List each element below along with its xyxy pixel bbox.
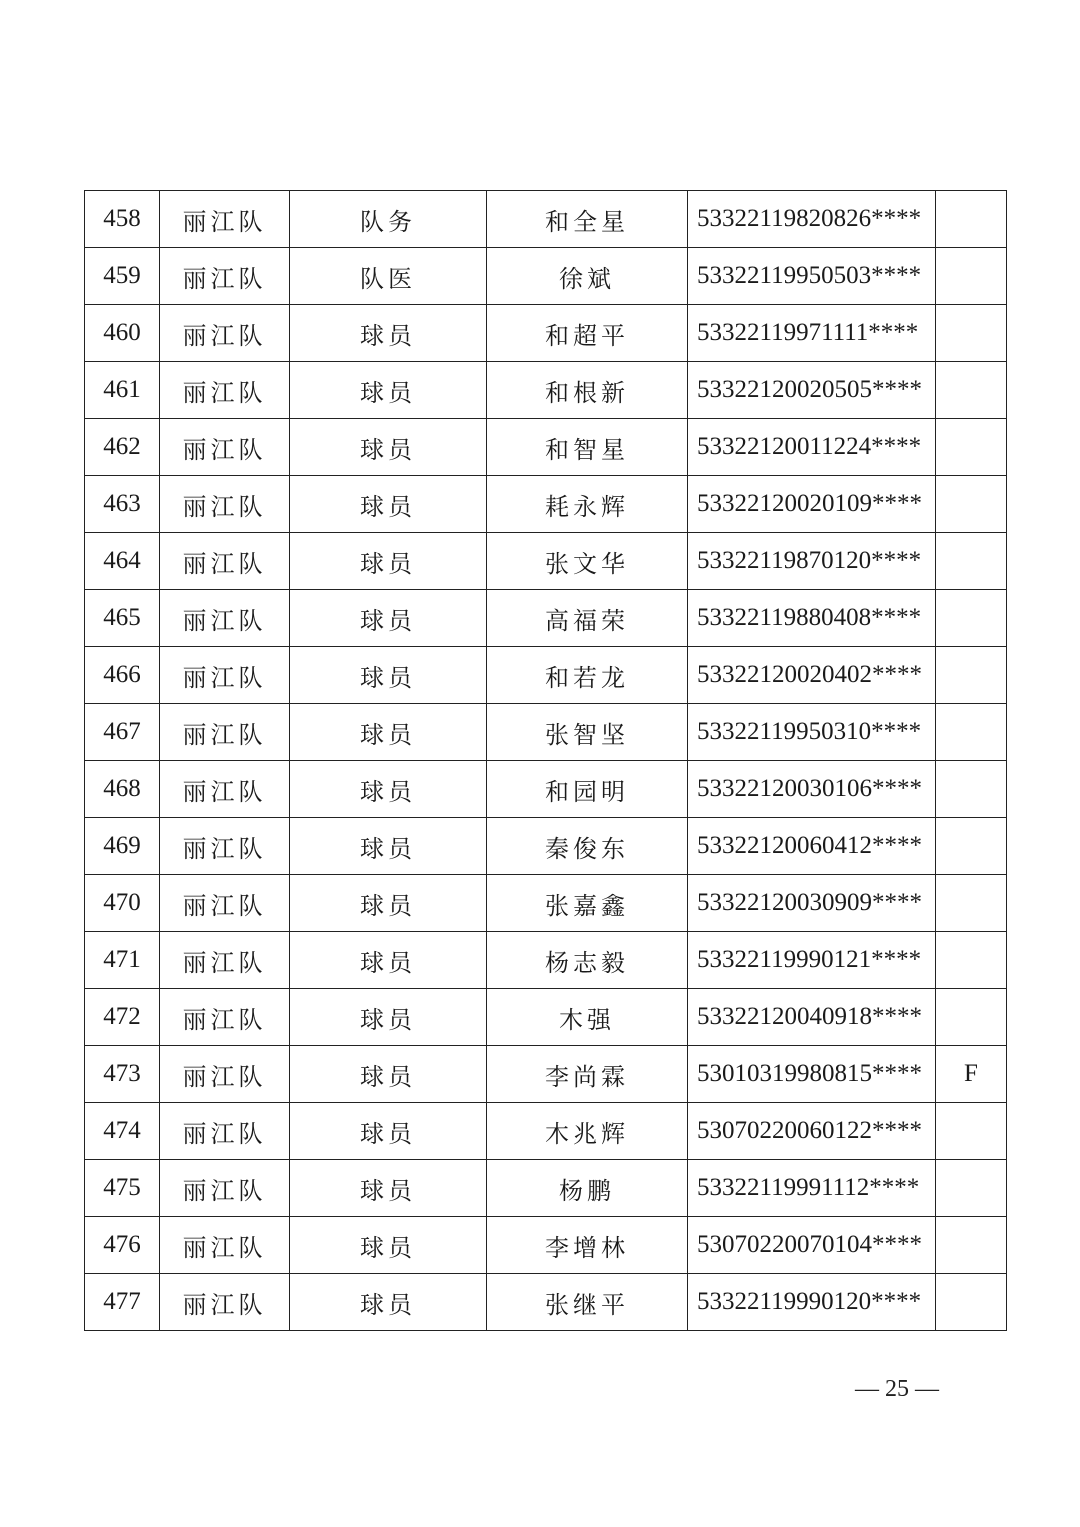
row-number-cell: 469 <box>85 818 160 875</box>
person-name-cell: 张智坚 <box>487 704 688 761</box>
table-row <box>85 1217 1007 1274</box>
team-name-cell: 丽江队 <box>160 1046 290 1103</box>
table-row <box>85 704 1007 761</box>
note-cell <box>936 1103 1007 1160</box>
note-cell: F <box>936 1046 1007 1103</box>
table-row <box>85 590 1007 647</box>
team-name-cell: 丽江队 <box>160 704 290 761</box>
team-name-cell: 丽江队 <box>160 248 290 305</box>
id-number-cell: 53322119990120**** <box>688 1274 936 1331</box>
note-cell <box>936 1160 1007 1217</box>
note-cell <box>936 647 1007 704</box>
row-number-cell: 475 <box>85 1160 160 1217</box>
row-number-cell: 461 <box>85 362 160 419</box>
person-name-cell: 和园明 <box>487 761 688 818</box>
person-name-cell: 李增林 <box>487 1217 688 1274</box>
team-name-cell: 丽江队 <box>160 1217 290 1274</box>
row-number-cell: 464 <box>85 533 160 590</box>
row-number-cell: 462 <box>85 419 160 476</box>
id-number-cell: 53322119820826**** <box>688 191 936 248</box>
table-row <box>85 1274 1007 1331</box>
note-cell <box>936 248 1007 305</box>
table-row <box>85 305 1007 362</box>
person-name-cell: 木兆辉 <box>487 1103 688 1160</box>
table-row <box>85 248 1007 305</box>
row-number-cell: 473 <box>85 1046 160 1103</box>
id-number-cell: 53010319980815**** <box>688 1046 936 1103</box>
team-name-cell: 丽江队 <box>160 1160 290 1217</box>
note-cell <box>936 1274 1007 1331</box>
table-row <box>85 476 1007 533</box>
table-row <box>85 761 1007 818</box>
role-cell: 球员 <box>290 932 487 989</box>
role-cell: 球员 <box>290 590 487 647</box>
row-number-cell: 463 <box>85 476 160 533</box>
table-row <box>85 362 1007 419</box>
person-name-cell: 张文华 <box>487 533 688 590</box>
id-number-cell: 53322120020505**** <box>688 362 936 419</box>
role-cell: 球员 <box>290 305 487 362</box>
role-cell: 球员 <box>290 989 487 1046</box>
id-number-cell: 53322119880408**** <box>688 590 936 647</box>
id-number-cell: 53322120040918**** <box>688 989 936 1046</box>
id-number-cell: 53322120011224**** <box>688 419 936 476</box>
person-name-cell: 和超平 <box>487 305 688 362</box>
person-name-cell: 徐斌 <box>487 248 688 305</box>
table-row <box>85 1103 1007 1160</box>
id-number-cell: 53322119870120**** <box>688 533 936 590</box>
row-number-cell: 459 <box>85 248 160 305</box>
table-row <box>85 989 1007 1046</box>
note-cell <box>936 533 1007 590</box>
role-cell: 球员 <box>290 362 487 419</box>
row-number-cell: 465 <box>85 590 160 647</box>
note-cell <box>936 989 1007 1046</box>
team-name-cell: 丽江队 <box>160 533 290 590</box>
id-number-cell: 53322120020402**** <box>688 647 936 704</box>
team-name-cell: 丽江队 <box>160 761 290 818</box>
row-number-cell: 474 <box>85 1103 160 1160</box>
team-name-cell: 丽江队 <box>160 590 290 647</box>
role-cell: 球员 <box>290 1103 487 1160</box>
person-name-cell: 张嘉鑫 <box>487 875 688 932</box>
table-row <box>85 875 1007 932</box>
table-row <box>85 1160 1007 1217</box>
roster-table-body <box>85 191 1007 1331</box>
note-cell <box>936 419 1007 476</box>
id-number-cell: 53322119990121**** <box>688 932 936 989</box>
note-cell <box>936 1217 1007 1274</box>
row-number-cell: 458 <box>85 191 160 248</box>
note-cell <box>936 875 1007 932</box>
row-number-cell: 476 <box>85 1217 160 1274</box>
table-row <box>85 1046 1007 1103</box>
team-name-cell: 丽江队 <box>160 191 290 248</box>
team-name-cell: 丽江队 <box>160 989 290 1046</box>
role-cell: 球员 <box>290 1274 487 1331</box>
table-row <box>85 932 1007 989</box>
person-name-cell: 和若龙 <box>487 647 688 704</box>
team-name-cell: 丽江队 <box>160 818 290 875</box>
team-name-cell: 丽江队 <box>160 1274 290 1331</box>
page-number: — 25 — <box>855 1376 939 1402</box>
person-name-cell: 杨志毅 <box>487 932 688 989</box>
role-cell: 球员 <box>290 533 487 590</box>
table-row <box>85 419 1007 476</box>
note-cell <box>936 191 1007 248</box>
id-number-cell: 53322120030106**** <box>688 761 936 818</box>
team-name-cell: 丽江队 <box>160 1103 290 1160</box>
note-cell <box>936 305 1007 362</box>
role-cell: 球员 <box>290 818 487 875</box>
table-row <box>85 818 1007 875</box>
role-cell: 球员 <box>290 704 487 761</box>
person-name-cell: 秦俊东 <box>487 818 688 875</box>
id-number-cell: 53322119950310**** <box>688 704 936 761</box>
note-cell <box>936 704 1007 761</box>
id-number-cell: 53070220070104**** <box>688 1217 936 1274</box>
row-number-cell: 477 <box>85 1274 160 1331</box>
id-number-cell: 53322120030909**** <box>688 875 936 932</box>
person-name-cell: 高福荣 <box>487 590 688 647</box>
id-number-cell: 53322119971111**** <box>688 305 936 362</box>
table-row <box>85 533 1007 590</box>
team-name-cell: 丽江队 <box>160 647 290 704</box>
row-number-cell: 470 <box>85 875 160 932</box>
id-number-cell: 53322119950503**** <box>688 248 936 305</box>
id-number-cell: 53322120020109**** <box>688 476 936 533</box>
row-number-cell: 466 <box>85 647 160 704</box>
roster-table <box>84 190 1007 1331</box>
role-cell: 球员 <box>290 875 487 932</box>
role-cell: 队务 <box>290 191 487 248</box>
person-name-cell: 和智星 <box>487 419 688 476</box>
row-number-cell: 471 <box>85 932 160 989</box>
team-name-cell: 丽江队 <box>160 875 290 932</box>
row-number-cell: 468 <box>85 761 160 818</box>
id-number-cell: 53322119991112**** <box>688 1160 936 1217</box>
row-number-cell: 460 <box>85 305 160 362</box>
person-name-cell: 木强 <box>487 989 688 1046</box>
role-cell: 球员 <box>290 419 487 476</box>
role-cell: 球员 <box>290 476 487 533</box>
team-name-cell: 丽江队 <box>160 932 290 989</box>
row-number-cell: 467 <box>85 704 160 761</box>
role-cell: 球员 <box>290 647 487 704</box>
team-name-cell: 丽江队 <box>160 305 290 362</box>
team-name-cell: 丽江队 <box>160 362 290 419</box>
role-cell: 球员 <box>290 761 487 818</box>
id-number-cell: 53322120060412**** <box>688 818 936 875</box>
role-cell: 球员 <box>290 1160 487 1217</box>
team-name-cell: 丽江队 <box>160 476 290 533</box>
table-row <box>85 191 1007 248</box>
id-number-cell: 53070220060122**** <box>688 1103 936 1160</box>
table-row <box>85 647 1007 704</box>
person-name-cell: 和全星 <box>487 191 688 248</box>
team-name-cell: 丽江队 <box>160 419 290 476</box>
person-name-cell: 和根新 <box>487 362 688 419</box>
person-name-cell: 张继平 <box>487 1274 688 1331</box>
row-number-cell: 472 <box>85 989 160 1046</box>
role-cell: 球员 <box>290 1046 487 1103</box>
person-name-cell: 杨鹏 <box>487 1160 688 1217</box>
note-cell <box>936 932 1007 989</box>
person-name-cell: 耗永辉 <box>487 476 688 533</box>
person-name-cell: 李尚霖 <box>487 1046 688 1103</box>
role-cell: 队医 <box>290 248 487 305</box>
role-cell: 球员 <box>290 1217 487 1274</box>
note-cell <box>936 590 1007 647</box>
note-cell <box>936 476 1007 533</box>
note-cell <box>936 362 1007 419</box>
note-cell <box>936 761 1007 818</box>
note-cell <box>936 818 1007 875</box>
